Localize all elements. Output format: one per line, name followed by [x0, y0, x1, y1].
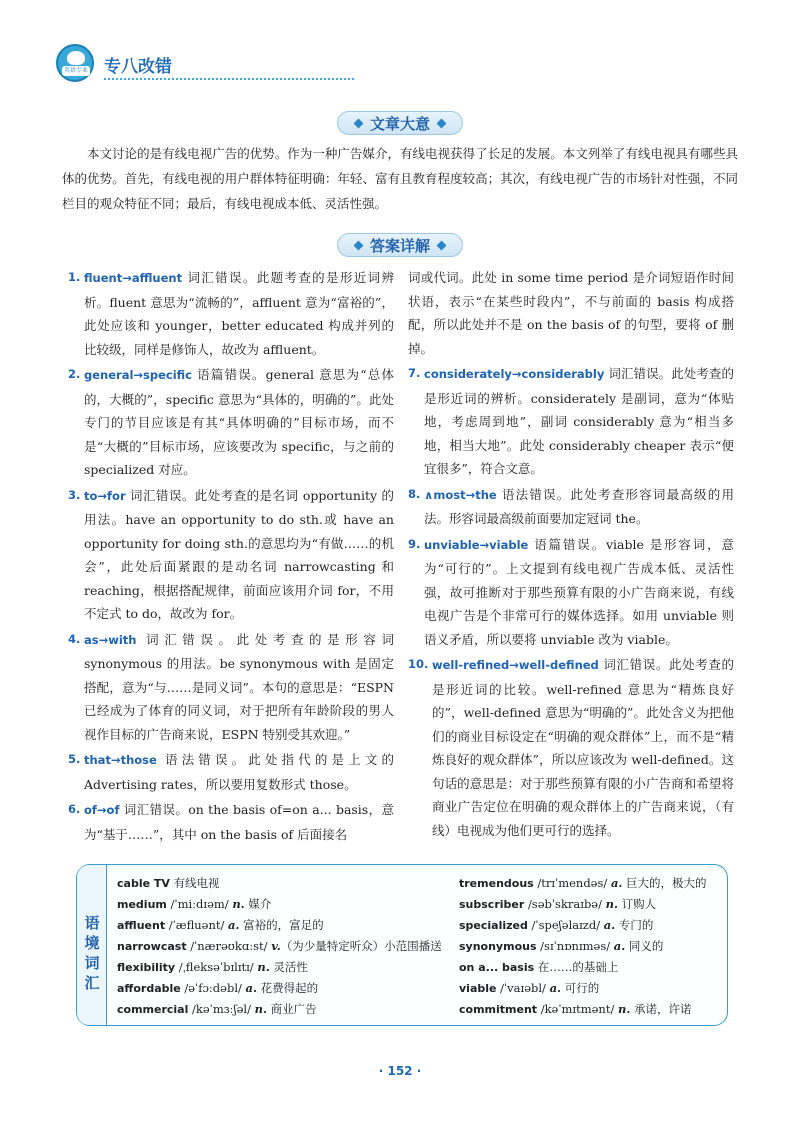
section-title: 专八改错 [104, 57, 172, 77]
vocab-definition: 商业广告 [270, 1002, 317, 1016]
answer-number: 2. [68, 367, 81, 381]
diamond-icon [354, 240, 364, 250]
vocab-entry [459, 873, 721, 894]
vocab-definition: 可行的 [564, 981, 600, 995]
vocab-phonetic: /ˌfleksəˈbɪlɪtɪ/ [178, 960, 254, 974]
vocab-pos: a. [613, 939, 626, 953]
answer-item-6-continued [408, 266, 734, 360]
answer-number: 9. [408, 536, 421, 551]
answer-explanation: 词汇错误。此题考查的是形近词辨析。fluent 意思为“流畅的”，affluent 意为“富裕的”，此处应该和 younger，better educated 构成并列的比较级，同样是修饰人，故改为 affluent。 [84, 270, 394, 357]
vocab-word: commercial [117, 1003, 189, 1016]
answer-number: 7. [408, 366, 421, 380]
vocab-entry [459, 999, 721, 1020]
answers-banner-label: 答案详解 [369, 236, 430, 255]
vocab-pos: n. [618, 1002, 631, 1016]
answer-number: 6. [68, 802, 81, 816]
answer-number: 4. [68, 631, 81, 646]
page-number: · 152 · [378, 1064, 422, 1078]
vocab-entry [459, 915, 721, 936]
vocab-definition: 灵活性 [273, 960, 308, 974]
vocab-entry [459, 978, 721, 999]
answer-number: 10. [408, 657, 429, 671]
answer-item-6 [68, 798, 394, 846]
vocab-definition: 专门的 [618, 918, 654, 932]
answer-number: 3. [68, 487, 81, 502]
vocab-word: medium [117, 898, 167, 911]
logo-icon [56, 44, 94, 82]
answers-banner [337, 233, 463, 257]
answer-correction: ∧most→the [424, 487, 497, 502]
diamond-icon [437, 240, 447, 250]
vocab-pos: n. [257, 960, 270, 974]
answer-number: 5. [68, 752, 81, 766]
answer-item-5 [68, 748, 394, 796]
answer-item-3 [68, 484, 394, 626]
answer-explanation: 语法错误。此处指代的是上文的 Advertising rates，所以要用复数形式 those。 [84, 752, 394, 792]
vocab-phonetic: /əˈfɔːdəbl/ [184, 981, 242, 995]
answer-explanation: 词汇错误。此处考查的是名词 opportunity 的用法。have an opportunity to do sth.或 have an opportunity for doing sth.的意思均为“有做……的机会”，此处后面紧跟的是动名词 narrowcasting 和 reaching，根据搭配规律，前面应该用介词 for，不用不定式 to do，故改为 for。 [84, 487, 394, 621]
vocab-definition: 同义的 [628, 939, 664, 953]
vocab-word: affluent [117, 919, 166, 932]
vocab-word: cable TV [117, 877, 170, 890]
vocab-definition: 承诺，许诺 [634, 1002, 692, 1016]
answer-item-7 [408, 362, 734, 481]
answer-correction: of→of [84, 803, 120, 817]
vocab-entry [117, 915, 457, 936]
vocab-phonetic: /kəˈmɪtmənt/ [540, 1002, 615, 1016]
vocab-entry [459, 957, 721, 978]
summary-banner [337, 111, 463, 135]
answer-number: 8. [408, 486, 421, 501]
vocabulary-box [76, 864, 728, 1026]
vocab-word: flexibility [117, 961, 176, 974]
vocab-word: narrowcast [117, 940, 187, 953]
vocab-pos: a. [549, 981, 562, 995]
vocab-definition: 有线电视 [173, 876, 220, 890]
answer-explanation: 词汇错误。此处考查的是形近词的比较。well-refined 意思为“精炼良好的”，well-defined 意思为“明确的”。此处含义为把他们的商业目标设定在“明确的观众群体”上，而不是“精炼良好的观众群体”，所以应该改为 well-defined。这句话的意思是：对于那些预算有限的小广告商和希望将商业广告定位在明确的观众群体上的广告商来说，（有线）电视成为他们更可行的选择。 [432, 657, 734, 838]
answer-explanation: 词汇错误。此处考查的是形容词 synonymous 的用法。be synonymous with 是固定搭配，意为“与……是同义词”。本句的意思是：“ESPN 已经成为了体育的同义词，对于把所有年龄阶段的男人视作目标的广告商来说，ESPN 特别受其欢迎。” [84, 631, 394, 742]
vocab-definition: 订购人 [621, 897, 657, 911]
vocabulary-list-right [459, 873, 721, 1020]
answer-correction: that→those [84, 753, 157, 767]
answers-column-left [68, 266, 394, 848]
answer-number: 1. [68, 270, 81, 284]
vocab-entry [117, 873, 457, 894]
vocab-definition: 巨大的，极大的 [626, 876, 707, 890]
summary-banner-label: 文章大意 [369, 114, 430, 133]
answer-correction: fluent→affluent [84, 271, 183, 285]
vocab-entry [117, 894, 457, 915]
answer-explanation: 语篇错误。general 意思为“总体的，大概的”，specific 意思为“具体的，明确的”。此处专门的节目应该是有其“具体明确的”目标市场，而不是“大概的”目标市场，应该要改为 specific，与之前的 specialized 对应。 [84, 367, 394, 477]
vocab-word: specialized [459, 919, 528, 932]
vocab-phonetic: /kəˈmɜːʃəl/ [192, 1002, 251, 1016]
vocab-pos: a. [228, 918, 240, 932]
vocab-entry [117, 936, 457, 957]
vocab-pos: n. [232, 897, 245, 911]
vocab-pos: a. [245, 981, 257, 995]
vocab-phonetic: /ˈspeʃəlaɪzd/ [531, 918, 601, 932]
vocab-entry [117, 999, 457, 1020]
vocab-definition: 花费得起的 [260, 981, 319, 995]
page-header [56, 44, 356, 84]
diamond-icon [437, 118, 447, 128]
vocab-phonetic: /ˈnærəʊkɑːst/ [190, 939, 268, 953]
vocab-word: subscriber [459, 898, 525, 911]
vocabulary-tab [77, 865, 107, 1025]
vocab-pos: v. [271, 939, 281, 953]
answer-item-10 [408, 653, 734, 842]
vocabulary-tab-label: 语境词汇 [84, 914, 100, 992]
answer-correction: unviable→viable [424, 537, 529, 552]
vocab-phonetic: /trɪˈmendəs/ [537, 876, 608, 890]
vocab-word: viable [459, 982, 497, 995]
answer-item-4 [68, 628, 394, 747]
answer-correction: general→specific [84, 368, 193, 382]
answer-item-8 [408, 483, 734, 531]
answers-column-right [408, 266, 734, 844]
vocab-pos: n. [254, 1002, 267, 1016]
answer-correction: to→for [84, 488, 126, 503]
answer-correction: well-refined→well-defined [432, 658, 599, 672]
vocab-word: commitment [459, 1003, 538, 1016]
answer-explanation: 词汇错误。on the basis of=on a... basis，意为“基于……”，其中 on the basis of 后面接名 [84, 802, 394, 842]
vocab-word: on a... basis [459, 961, 535, 974]
diamond-icon [354, 118, 364, 128]
vocab-phonetic: /ˈmiːdɪəm/ [170, 897, 229, 911]
summary-paragraph: 本文讨论的是有线电视广告的优势。作为一种广告媒介，有线电视获得了长足的发展。本文列举了有线电视具有哪些具体的优势。首先，有线电视的用户群体特征明确：年轻、富有且教育程度较高；其次，有线电视广告的市场针对性强，不同栏目的观众特征不同；最后，有线电视成本低、灵活性强。 [62, 146, 738, 211]
answer-explanation: 语篇错误。viable 是形容词，意为“可行的”。上文提到有线电视广告成本低、灵活性强，故可推断对于那些预算有限的小广告商来说，有线电视广告是个非常可行的媒体选择。如用 unviable 则语义矛盾，所以要将 unviable 改为 viable。 [424, 536, 734, 647]
header-divider [104, 78, 354, 80]
vocab-entry [117, 957, 457, 978]
vocab-word: tremendous [459, 877, 534, 890]
vocab-word: synonymous [459, 940, 537, 953]
vocab-definition: 在……的基础上 [537, 960, 619, 974]
vocab-entry [117, 978, 457, 999]
answer-correction: considerately→considerably [424, 367, 605, 381]
vocab-phonetic: /səbˈskraɪbə/ [527, 897, 602, 911]
answer-item-2 [68, 363, 394, 482]
logo-text: 英语专业 [63, 67, 88, 74]
vocab-definition: （为少量特定听众）小范围播送 [280, 939, 442, 953]
vocab-definition: 媒介 [248, 897, 272, 911]
answer-explanation: 词汇错误。此处考查的是形近词的辨析。considerately 是副词，意为“体贴地，考虑周到地”，副词 considerably 意为“相当多地，相当大地”。此处 considerably cheaper 表示“便宜很多”，符合文意。 [424, 366, 734, 476]
vocab-pos: a. [610, 876, 623, 890]
vocab-entry [459, 936, 721, 957]
vocab-phonetic: /ˈvaɪəbl/ [500, 981, 546, 995]
vocab-phonetic: /sɪˈnɒnɪməs/ [540, 939, 611, 953]
answer-correction: as→with [84, 632, 137, 647]
vocab-entry [459, 894, 721, 915]
vocab-pos: n. [605, 897, 619, 911]
answer-item-1 [68, 266, 394, 361]
vocab-definition: 富裕的，富足的 [243, 918, 324, 932]
vocab-pos: a. [603, 918, 616, 932]
vocabulary-list-left [117, 873, 457, 1020]
vocab-word: affordable [117, 982, 181, 995]
answer-item-9 [408, 533, 734, 652]
answer-explanation: 语法错误。此处考查形容词最高级的用法。形容词最高级前面要加定冠词 the。 [424, 486, 734, 526]
answer-explanation: 词或代词。此处 in some time period 是介词短语作时间状语，表示“在某些时段内”，不与前面的 basis 构成搭配，所以此处并不是 on the basis of 的句型，要将 of 删掉。 [408, 270, 734, 356]
vocab-phonetic: /ˈæfluənt/ [168, 918, 225, 932]
